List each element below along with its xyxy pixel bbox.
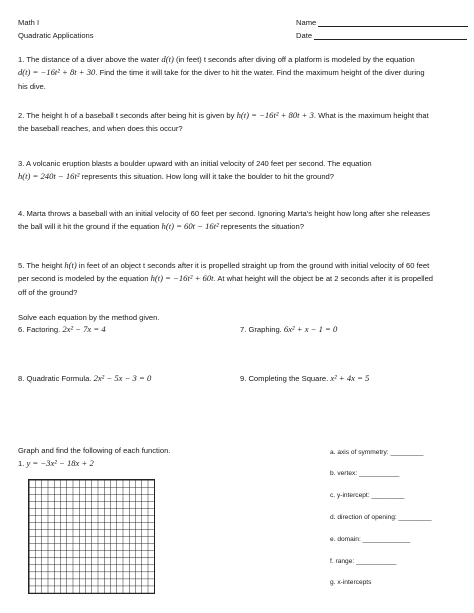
date-line[interactable] (314, 31, 467, 40)
item-axis-of-symmetry: a. axis of symmetry: _________ (330, 449, 424, 456)
date-field[interactable] (296, 31, 467, 40)
item-y-intercept: c. y-intercept: _________ (330, 492, 405, 499)
question-7: 7. Graphing. 6x² + x − 1 = 0 (240, 324, 338, 334)
graph-intro: Graph and find the following of each function. (18, 446, 171, 455)
question-5: 5. The height h(t) in feet of an object t seconds after it is propelled straight up from the ground with initial velocity of 60 feet per second is modeled by the equation h(t) = −16t² + 60t. At what height will the object be at 2 seconds after it is propelled off of the ground? (18, 260, 434, 297)
question-2: 2. The height h of a baseball t seconds after being hit is given by h(t) = −16t² + 80t + 3. What is the maximum height that the baseball reaches, and when does this occur? (18, 110, 429, 134)
item-domain: e. domain: _____________ (330, 536, 411, 543)
date-label: Date (296, 31, 313, 40)
item-vertex: b. vertex: ___________ (330, 470, 400, 477)
item-direction-of-opening: d. direction of opening: _________ (330, 514, 432, 521)
graph-question-1: 1. y = −3x² − 18x + 2 (18, 458, 94, 468)
item-x-intercepts: g. x-intercepts (330, 579, 372, 586)
name-field[interactable] (296, 18, 468, 27)
name-line[interactable] (318, 18, 468, 27)
graph-grid[interactable] (28, 479, 155, 594)
topic-title: Quadratic Applications (18, 31, 94, 40)
course-title: Math I (18, 18, 40, 27)
question-3: 3. A volcanic eruption blasts a boulder upward with an initial velocity of 240 feet per second. The equation h(t) = 240t − 16t² represents this situation. How long will it take the boulder to hit the ground? (18, 159, 372, 182)
question-9: 9. Completing the Square. x² + 4x = 5 (240, 373, 370, 383)
solve-intro: Solve each equation by the method given. (18, 313, 160, 322)
name-label: Name (296, 18, 317, 27)
question-4: 4. Marta throws a baseball with an initial velocity of 60 feet per second. Ignoring Marta’s height how long after she releases the ball will it hit the ground if the equation h(t) = 60t − 16t² represents the situation? (18, 209, 430, 232)
question-6: 6. Factoring. 2x² − 7x = 4 (18, 324, 106, 334)
question-1: 1. The distance of a diver above the water d(t) (in feet) t seconds after diving off a platform is modeled by the equation d(t) = −16t² + 8t + 30. Find the time it will take for the diver to hit the water. Find the maximum height of the diver during his dive. (18, 54, 425, 91)
question-8: 8. Quadratic Formula. 2x² − 5x − 3 = 0 (18, 373, 152, 383)
item-range: f. range: ___________ (330, 558, 397, 565)
